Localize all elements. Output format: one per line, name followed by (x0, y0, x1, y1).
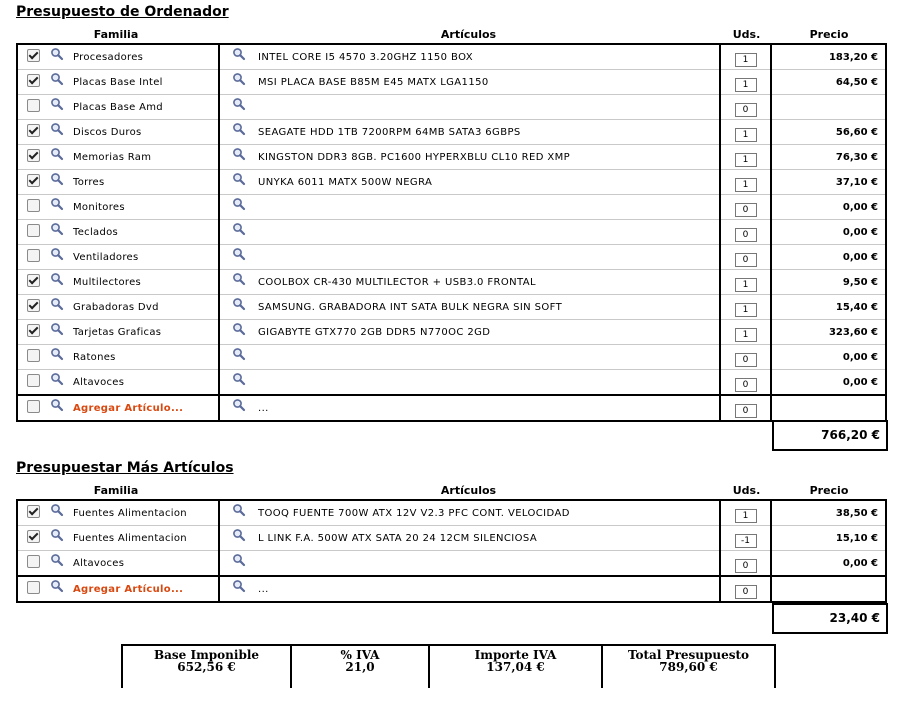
summary-total-value: 789,60 € (659, 660, 718, 674)
magnifier-icon[interactable] (50, 553, 64, 567)
magnifier-icon[interactable] (232, 272, 246, 286)
magnifier-icon[interactable] (232, 297, 246, 311)
summary-importe-label: Importe IVA (474, 648, 557, 662)
articulo-label: TOOQ FUENTE 700W ATX 12V V2.3 PFC CONT. VELOCIDAD (258, 507, 570, 519)
familia-cell (17, 500, 219, 526)
table-row (17, 320, 886, 345)
uds-cell (720, 500, 771, 526)
magnifier-icon[interactable] (232, 97, 246, 111)
articulo-cell (219, 295, 720, 320)
familia-label: Procesadores (73, 51, 144, 63)
magnifier-icon[interactable] (50, 503, 64, 517)
magnifier-icon[interactable] (232, 398, 246, 412)
row-checkbox[interactable] (27, 49, 40, 62)
quantity-input[interactable]: 1 (735, 128, 757, 142)
row-checkbox[interactable] (27, 149, 40, 162)
section-title-mas-articulos: Presupuestar Más Artículos (16, 460, 234, 476)
uds-cell (720, 320, 771, 345)
header-articulos: Artículos (440, 28, 497, 41)
magnifier-icon[interactable] (50, 222, 64, 236)
header-articulos: Artículos (440, 484, 497, 497)
familia-label: Torres (73, 176, 105, 188)
familia-cell (17, 120, 219, 145)
uds-cell (720, 145, 771, 170)
familia-label: Monitores (73, 201, 125, 213)
familia-cell (17, 44, 219, 70)
precio-cell (771, 576, 886, 602)
summary-total (603, 646, 776, 688)
articulo-label: ... (258, 402, 269, 414)
table-row (17, 120, 886, 145)
articulo-cell (219, 220, 720, 245)
familia-label: Placas Base Amd (73, 101, 163, 113)
magnifier-icon[interactable] (50, 47, 64, 61)
row-checkbox[interactable] (27, 174, 40, 187)
row-checkbox[interactable] (27, 555, 40, 568)
uds-cell (720, 551, 771, 577)
uds-cell (720, 95, 771, 120)
familia-label: Fuentes Alimentacion (73, 507, 187, 519)
quantity-input[interactable]: 0 (735, 203, 757, 217)
articulo-cell (219, 145, 720, 170)
table-row (17, 526, 886, 551)
section-total: 23,40 € (772, 603, 888, 634)
articulo-cell (219, 370, 720, 396)
uds-cell (720, 195, 771, 220)
familia-cell (17, 551, 219, 577)
row-checkbox[interactable] (27, 224, 40, 237)
familia-cell (17, 195, 219, 220)
precio-cell: 37,10 € (771, 170, 886, 195)
precio-cell: 56,60 € (771, 120, 886, 145)
articulo-label: ... (258, 583, 269, 595)
magnifier-icon[interactable] (232, 147, 246, 161)
table-row (17, 551, 886, 577)
magnifier-icon[interactable] (50, 247, 64, 261)
magnifier-icon[interactable] (232, 528, 246, 542)
uds-cell (720, 220, 771, 245)
articulo-label: SEAGATE HDD 1TB 7200RPM 64MB SATA3 6GBPS (258, 126, 521, 138)
row-checkbox[interactable] (27, 124, 40, 137)
articulo-cell (219, 526, 720, 551)
precio-cell: 0,00 € (771, 370, 886, 396)
articulo-cell (219, 245, 720, 270)
familia-label: Placas Base Intel (73, 76, 163, 88)
familia-cell (17, 70, 219, 95)
articulo-cell (219, 44, 720, 70)
precio-cell: 64,50 € (771, 70, 886, 95)
header-uds: Uds. (732, 484, 761, 497)
table-row (17, 295, 886, 320)
familia-cell (17, 145, 219, 170)
summary-total-label: Total Presupuesto (627, 648, 750, 662)
magnifier-icon[interactable] (232, 72, 246, 86)
summary-base (123, 646, 292, 688)
header-familia: Familia (93, 28, 139, 41)
magnifier-icon[interactable] (232, 553, 246, 567)
magnifier-icon[interactable] (50, 122, 64, 136)
articulo-label: UNYKA 6011 MATX 500W NEGRA (258, 176, 433, 188)
precio-cell: 0,00 € (771, 195, 886, 220)
familia-cell (17, 345, 219, 370)
row-checkbox[interactable] (27, 299, 40, 312)
familia-label: Tarjetas Graficas (73, 326, 162, 338)
familia-cell (17, 170, 219, 195)
precio-cell: 0,00 € (771, 220, 886, 245)
articulo-label: INTEL CORE I5 4570 3.20GHZ 1150 BOX (258, 51, 473, 63)
quantity-input[interactable]: 1 (735, 278, 757, 292)
table-row (17, 95, 886, 120)
precio-cell: 183,20 € (771, 44, 886, 70)
section-total: 766,20 € (772, 420, 888, 451)
familia-label: Grabadoras Dvd (73, 301, 159, 313)
magnifier-icon[interactable] (232, 579, 246, 593)
familia-cell (17, 295, 219, 320)
row-checkbox[interactable] (27, 505, 40, 518)
articulo-label: COOLBOX CR-430 MULTILECTOR + USB3.0 FRONTAL (258, 276, 536, 288)
articulo-cell (219, 576, 720, 602)
articulo-cell (219, 195, 720, 220)
articulo-label: KINGSTON DDR3 8GB. PC1600 HYPERXBLU CL10 RED XMP (258, 151, 571, 163)
articulo-label: MSI PLACA BASE B85M E45 MATX LGA1150 (258, 76, 489, 88)
familia-cell (17, 370, 219, 396)
row-checkbox[interactable] (27, 74, 40, 87)
magnifier-icon[interactable] (50, 272, 64, 286)
familia-label: Discos Duros (73, 126, 142, 138)
magnifier-icon[interactable] (50, 97, 64, 111)
quantity-input[interactable]: 1 (735, 303, 757, 317)
summary-base-label: Base Imponible (153, 648, 260, 662)
row-checkbox[interactable] (27, 199, 40, 212)
quantity-input[interactable]: 0 (735, 253, 757, 267)
quantity-input[interactable]: 0 (735, 559, 757, 573)
articulo-cell (219, 500, 720, 526)
table-row (17, 500, 886, 526)
table-row (17, 270, 886, 295)
header-uds: Uds. (732, 28, 761, 41)
familia-cell (17, 95, 219, 120)
familia-cell (17, 576, 219, 602)
precio-cell: 76,30 € (771, 145, 886, 170)
table-row (17, 345, 886, 370)
summary-iva (292, 646, 430, 688)
familia-cell (17, 395, 219, 421)
add-article-link[interactable]: Agregar Artículo... (73, 583, 184, 595)
quantity-input[interactable]: 0 (735, 585, 757, 599)
familia-label: Altavoces (73, 557, 125, 569)
row-checkbox[interactable] (27, 400, 40, 413)
familia-label: Fuentes Alimentacion (73, 532, 187, 544)
table-row (17, 70, 886, 95)
uds-cell (720, 370, 771, 396)
header-familia: Familia (93, 484, 139, 497)
magnifier-icon[interactable] (232, 222, 246, 236)
precio-cell: 0,00 € (771, 551, 886, 577)
uds-cell (720, 170, 771, 195)
uds-cell (720, 526, 771, 551)
magnifier-icon[interactable] (50, 322, 64, 336)
header-precio: Precio (809, 28, 849, 41)
familia-cell (17, 245, 219, 270)
uds-cell (720, 576, 771, 602)
magnifier-icon[interactable] (232, 172, 246, 186)
quantity-input[interactable]: 0 (735, 404, 757, 418)
uds-cell (720, 245, 771, 270)
budget-summary (121, 644, 776, 688)
quantity-input[interactable]: 1 (735, 153, 757, 167)
quantity-input[interactable]: 0 (735, 353, 757, 367)
table-row (17, 44, 886, 70)
magnifier-icon[interactable] (50, 347, 64, 361)
row-checkbox[interactable] (27, 581, 40, 594)
articulo-cell (219, 95, 720, 120)
table-row (17, 370, 886, 396)
articulo-cell (219, 120, 720, 145)
quantity-input[interactable]: 0 (735, 103, 757, 117)
magnifier-icon[interactable] (50, 528, 64, 542)
row-checkbox[interactable] (27, 99, 40, 112)
summary-importe-value: 137,04 € (486, 660, 545, 674)
quantity-input[interactable]: 1 (735, 509, 757, 523)
row-checkbox[interactable] (27, 530, 40, 543)
magnifier-icon[interactable] (50, 398, 64, 412)
magnifier-icon[interactable] (232, 197, 246, 211)
articulo-cell (219, 320, 720, 345)
row-checkbox[interactable] (27, 324, 40, 337)
articulo-cell (219, 270, 720, 295)
articulo-cell (219, 395, 720, 421)
magnifier-icon[interactable] (50, 579, 64, 593)
row-checkbox[interactable] (27, 374, 40, 387)
add-article-row (17, 395, 886, 421)
precio-cell: 0,00 € (771, 245, 886, 270)
magnifier-icon[interactable] (50, 372, 64, 386)
articulo-cell (219, 345, 720, 370)
extra-items-table (16, 499, 887, 603)
uds-cell (720, 345, 771, 370)
articulo-label: SAMSUNG. GRABADORA INT SATA BULK NEGRA SIN SOFT (258, 301, 563, 313)
articulo-label: GIGABYTE GTX770 2GB DDR5 N770OC 2GD (258, 326, 491, 338)
magnifier-icon[interactable] (50, 172, 64, 186)
magnifier-icon[interactable] (232, 122, 246, 136)
items-table (16, 43, 887, 422)
table-row (17, 220, 886, 245)
magnifier-icon[interactable] (232, 47, 246, 61)
add-article-link[interactable]: Agregar Artículo... (73, 402, 184, 414)
quantity-input[interactable]: 1 (735, 53, 757, 67)
uds-cell (720, 295, 771, 320)
uds-cell (720, 395, 771, 421)
precio-cell: 38,50 € (771, 500, 886, 526)
articulo-label: L LINK F.A. 500W ATX SATA 20 24 12CM SILENCIOSA (258, 532, 538, 544)
row-checkbox[interactable] (27, 249, 40, 262)
section-title-presupuesto: Presupuesto de Ordenador (16, 4, 229, 20)
summary-importe-iva (430, 646, 603, 688)
table-row (17, 245, 886, 270)
quantity-input[interactable]: 1 (735, 78, 757, 92)
uds-cell (720, 120, 771, 145)
quantity-input[interactable]: 1 (735, 178, 757, 192)
familia-label: Altavoces (73, 376, 125, 388)
precio-cell (771, 95, 886, 120)
magnifier-icon[interactable] (50, 72, 64, 86)
summary-iva-value: 21,0 (345, 660, 375, 674)
uds-cell (720, 70, 771, 95)
row-checkbox[interactable] (27, 349, 40, 362)
magnifier-icon[interactable] (232, 247, 246, 261)
precio-cell (771, 395, 886, 421)
articulo-cell (219, 551, 720, 577)
magnifier-icon[interactable] (232, 503, 246, 517)
summary-iva-label: % IVA (340, 648, 380, 662)
uds-cell (720, 44, 771, 70)
uds-cell (720, 270, 771, 295)
precio-cell: 0,00 € (771, 345, 886, 370)
magnifier-icon[interactable] (232, 372, 246, 386)
precio-cell: 15,40 € (771, 295, 886, 320)
magnifier-icon[interactable] (232, 347, 246, 361)
header-precio: Precio (809, 484, 849, 497)
familia-label: Memorias Ram (73, 151, 152, 163)
table-row (17, 145, 886, 170)
familia-label: Multilectores (73, 276, 142, 288)
articulo-cell (219, 170, 720, 195)
familia-cell (17, 320, 219, 345)
summary-base-value: 652,56 € (177, 660, 236, 674)
quantity-input[interactable]: 0 (735, 228, 757, 242)
precio-cell: 323,60 € (771, 320, 886, 345)
table-row (17, 170, 886, 195)
magnifier-icon[interactable] (50, 197, 64, 211)
quantity-input[interactable]: 1 (735, 328, 757, 342)
row-checkbox[interactable] (27, 274, 40, 287)
add-article-row (17, 576, 886, 602)
magnifier-icon[interactable] (232, 322, 246, 336)
table-row (17, 195, 886, 220)
precio-cell: 15,10 € (771, 526, 886, 551)
familia-label: Ventiladores (73, 251, 139, 263)
familia-label: Teclados (73, 226, 119, 238)
familia-cell (17, 220, 219, 245)
familia-label: Ratones (73, 351, 116, 363)
familia-cell (17, 270, 219, 295)
familia-cell (17, 526, 219, 551)
articulo-cell (219, 70, 720, 95)
precio-cell: 9,50 € (771, 270, 886, 295)
quantity-input[interactable]: 0 (735, 378, 757, 392)
magnifier-icon[interactable] (50, 147, 64, 161)
quantity-input[interactable]: -1 (735, 534, 757, 548)
magnifier-icon[interactable] (50, 297, 64, 311)
